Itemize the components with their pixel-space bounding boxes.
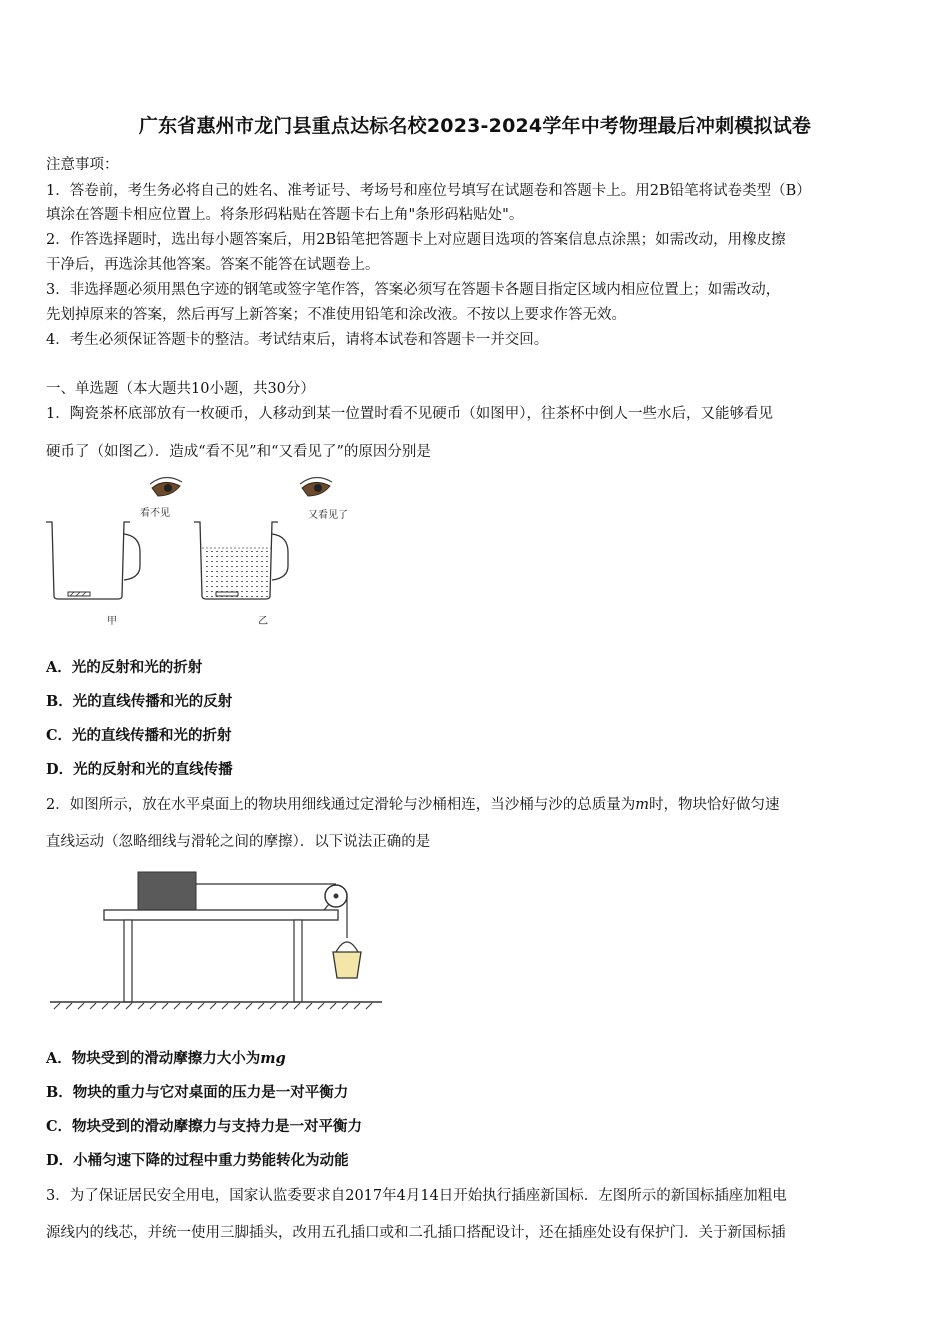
label-not-seen: 看不见 <box>140 508 170 519</box>
q2-var-m: m <box>635 797 649 813</box>
notice-line: 填涂在答题卡相应位置上。将条形码粘贴在答题卡右上角"条形码粘贴处"。 <box>46 207 524 223</box>
q2-var-mg: mg <box>260 1050 286 1067</box>
q2-option-c[interactable]: C．物块受到的滑动摩擦力与支持力是一对平衡力 <box>46 1118 363 1135</box>
q1-stem: 1．陶瓷茶杯底部放有一枚硬币，人移动到某一位置时看不见硬币（如图甲），往茶杯中倒人一些水后，又能够看见 <box>46 406 773 422</box>
block <box>138 872 196 910</box>
notice-line: 1．答卷前，考生务必将自己的姓名、准考证号、考场号和座位号填写在试题卷和答题卡上。用2B铅笔将试卷类型（B） <box>46 183 811 199</box>
q2-stem-part: 时，物块恰好做匀速 <box>648 797 780 813</box>
q3-stem-cont: 源线内的线芯，并统一使用三脚插头，改用五孔插口或和二孔插口搭配设计，还在插座处设有保护门．关于新国标插 <box>46 1225 786 1241</box>
q2-stem-cont: 直线运动（忽略细线与滑轮之间的摩擦）．以下说法正确的是 <box>46 834 431 850</box>
notice-line: 3．非选择题必须用黑色字迹的钢笔或签字笔作答，答案必须写在答题卡各题目指定区域内相应位置上；如需改动， <box>46 282 781 298</box>
caption-jia: 甲 <box>107 616 117 627</box>
caption-yi: 乙 <box>258 616 268 627</box>
q2-stem <box>46 793 779 814</box>
notice-line: 4．考生必须保证答题卡的整洁。考试结束后，请将本试卷和答题卡一并交回。 <box>46 332 549 348</box>
q2-option-a-text: A．物块受到的滑动摩擦力大小为 <box>46 1050 261 1067</box>
notice-line: 2．作答选择题时，选出每小题答案后，用2B铅笔把答题卡上对应题目选项的答案信息点涂黑；如需改动，用橡皮擦 <box>46 232 786 248</box>
table-leg <box>294 920 302 1002</box>
q1-figure <box>40 470 370 630</box>
q2-option-a[interactable] <box>46 1047 286 1068</box>
table-top <box>104 910 338 920</box>
q2-stem-part: 2．如图所示，放在水平桌面上的物块用细线通过定滑轮与沙桶相连，当沙桶与沙的总质量为 <box>46 797 636 813</box>
q1-option-b[interactable]: B．光的直线传播和光的反射 <box>46 693 233 710</box>
cup-yi <box>194 522 288 599</box>
page-title: 广东省惠州市龙门县重点达标名校2023-2024学年中考物理最后冲刺模拟试卷 <box>138 115 812 137</box>
q1-option-d[interactable]: D．光的反射和光的直线传播 <box>46 761 233 778</box>
q2-option-b[interactable]: B．物块的重力与它对桌面的压力是一对平衡力 <box>46 1084 349 1101</box>
q1-option-a[interactable]: A．光的反射和光的折射 <box>46 659 203 676</box>
sand-bucket <box>333 952 361 978</box>
q2-option-d[interactable]: D．小桶匀速下降的过程中重力势能转化为动能 <box>46 1152 349 1169</box>
notice-line: 干净后，再选涂其他答案。答案不能答在试题卷上。 <box>46 257 380 273</box>
notice-line: 先划掉原来的答案，然后再写上新答案；不准使用铅笔和涂改液。不按以上要求作答无效。 <box>46 307 626 323</box>
eye-icon <box>150 477 182 496</box>
table-leg <box>124 920 132 1002</box>
eye-icon <box>300 477 332 496</box>
label-seen-again: 又看见了 <box>308 510 348 521</box>
q3-stem: 3．为了保证居民安全用电，国家认监委要求自2017年4月14日开始执行插座新国标．左图所示的新国标插座加粗电 <box>46 1188 787 1204</box>
q1-stem-cont: 硬币了（如图乙）．造成“看不见”和“又看见了”的原因分别是 <box>46 444 431 460</box>
notice-heading: 注意事项： <box>46 157 119 173</box>
q1-option-c[interactable]: C．光的直线传播和光的折射 <box>46 727 232 744</box>
cup-jia <box>46 522 140 599</box>
q2-figure <box>46 866 386 1016</box>
section-heading: 一、单选题（本大题共10小题，共30分） <box>46 381 315 397</box>
